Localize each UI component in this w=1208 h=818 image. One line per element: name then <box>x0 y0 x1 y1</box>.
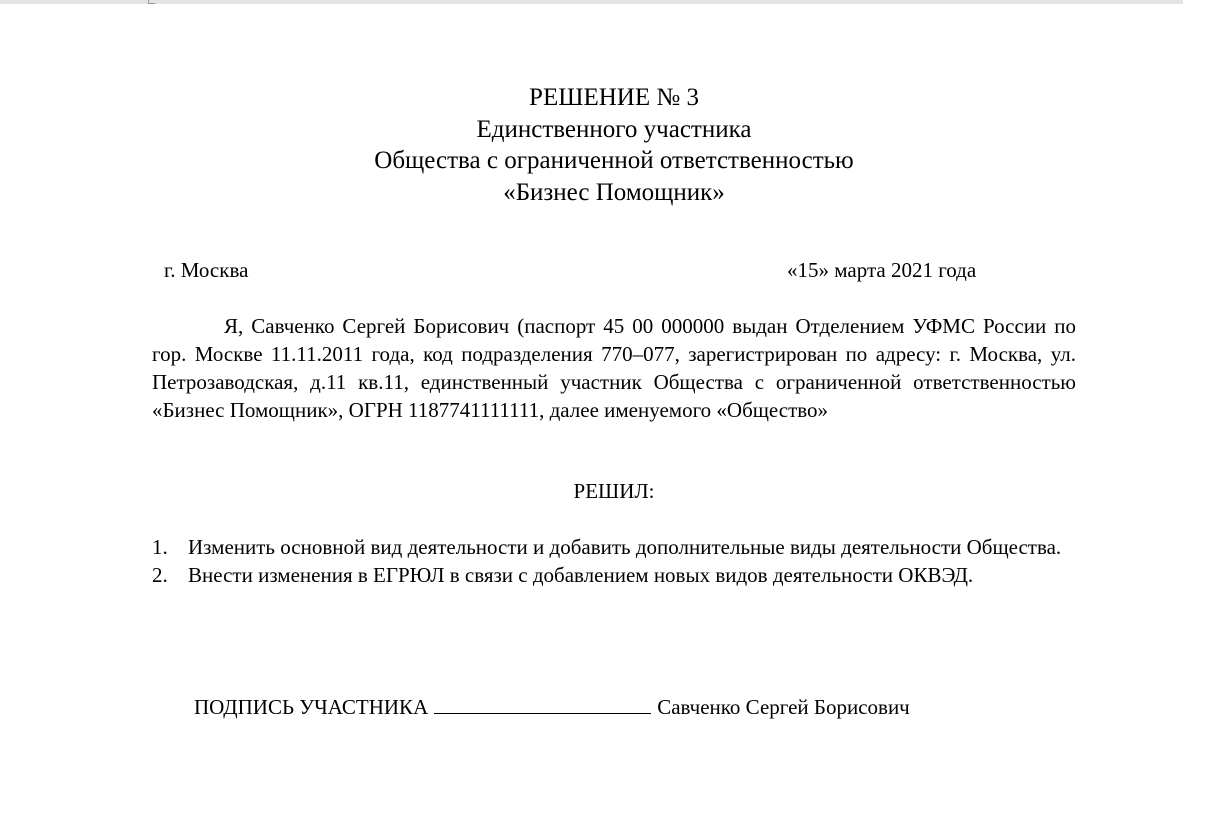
title-line-2: Единственного участника <box>476 115 752 143</box>
title-line-3: Общества с ограниченной ответственностью <box>374 147 854 174</box>
decision-item <box>152 533 1076 561</box>
document-title <box>152 82 1076 208</box>
signature-name: Савченко Сергей Борисович <box>657 695 910 719</box>
body-paragraph: Я, Савченко Сергей Борисович (паспорт 45 00 000000 выдан Отделением УФМС России по гор. Москве 11.11.2011 года, код подразделения 770–077, зарегистрирован по адресу: г. Москва, ул. Петрозаводская, д.11 кв.11, единственный участник Общества с ограниченной ответственностью «Бизнес Помощник», ОГРН 1187741111111, далее именуемого «Общество» <box>152 314 1076 422</box>
signature-label: ПОДПИСЬ УЧАСТНИКА <box>194 695 429 719</box>
decision-number: 2. <box>152 563 168 587</box>
decision-number: 1. <box>152 535 168 559</box>
title-line-4: «Бизнес Помощник» <box>503 178 725 206</box>
decision-text: Внести изменения в ЕГРЮЛ в связи с добавлением новых видов деятельности ОКВЭД. <box>188 563 974 587</box>
decision-text: Изменить основной вид деятельности и добавить дополнительные виды деятельности Общества. <box>188 535 1062 559</box>
resolved-heading: РЕШИЛ: <box>573 479 655 503</box>
signature-block <box>194 693 910 721</box>
decision-item <box>152 561 1076 589</box>
document-date: «15» марта 2021 года <box>787 258 977 282</box>
title-line-1: РЕШЕНИЕ № 3 <box>529 84 699 111</box>
decisions-list <box>152 533 1076 589</box>
signature-line <box>434 693 651 714</box>
document-place: г. Москва <box>164 258 249 282</box>
